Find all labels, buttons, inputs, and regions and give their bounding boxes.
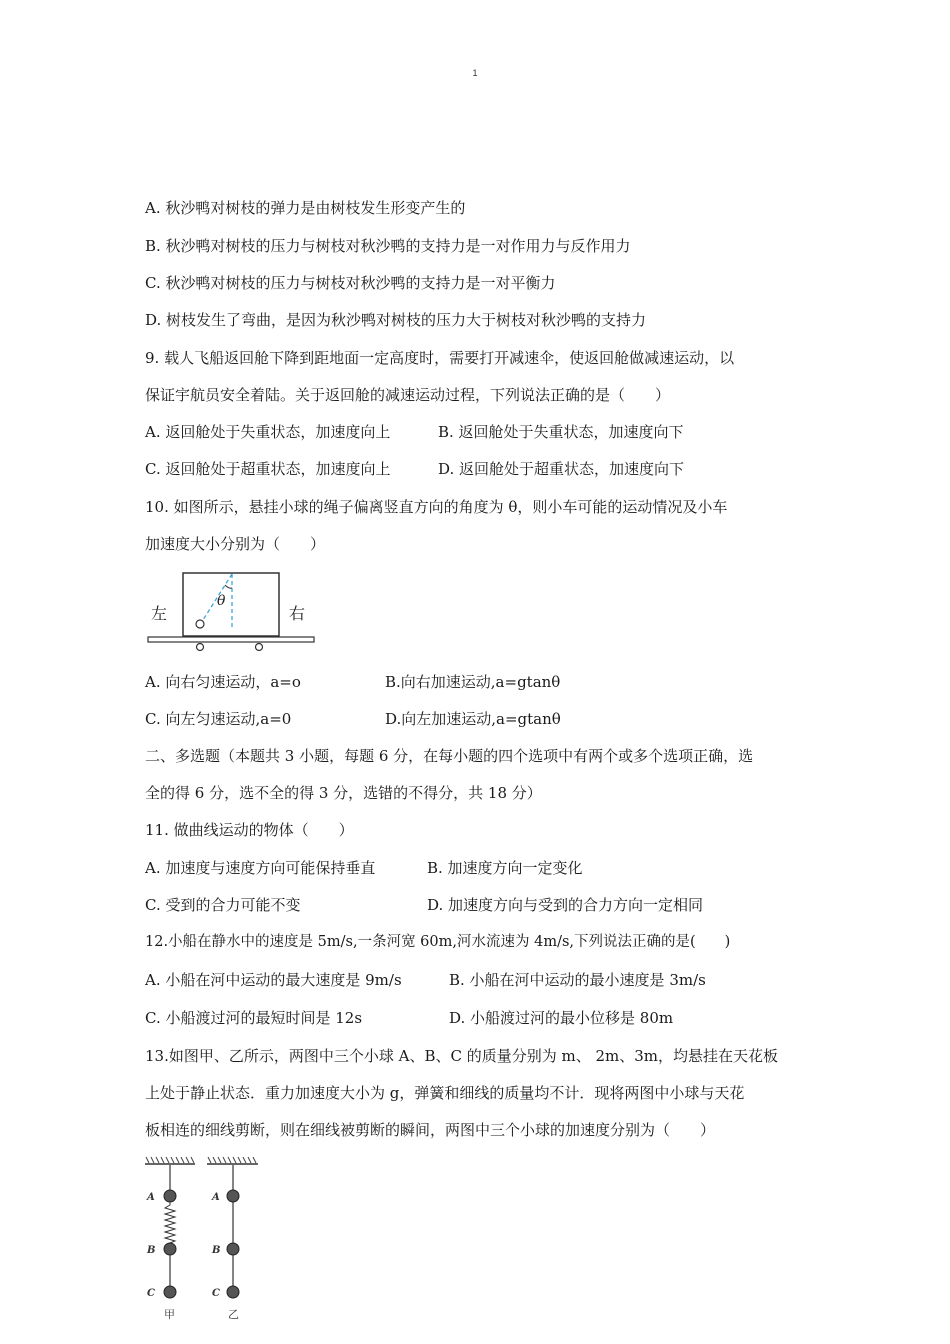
- jia-label-b: B: [147, 1245, 156, 1256]
- q11-option-b: B. 加速度方向一定变化: [427, 859, 583, 877]
- q9-stem-line1: 9. 载人飞船返回舱下降到距地面一定高度时，需要打开减速伞，使返回舱做减速运动，以: [145, 349, 735, 367]
- jia-label-c: C: [147, 1288, 155, 1299]
- q9-options-row1: [145, 422, 684, 442]
- q8-option-a: A. 秋沙鸭对树枝的弹力是由树枝发生形变产生的: [145, 199, 466, 217]
- cart-pendulum-figure: [145, 568, 320, 658]
- yi-label-b: B: [212, 1245, 221, 1256]
- q11-options-row2: [145, 895, 704, 915]
- section2-heading-line2: 全的得 6 分，选不全的得 3 分，选错的不得分，共 18 分）: [145, 784, 542, 802]
- yi-label-c: C: [212, 1288, 220, 1299]
- q11-stem: 11. 做曲线运动的物体（ ）: [145, 821, 354, 839]
- jia-ball-a: [164, 1190, 176, 1202]
- jia-spring: [165, 1202, 175, 1244]
- jia-label-a: A: [147, 1192, 155, 1203]
- q10-option-a: A. 向右匀速运动，a=o: [145, 673, 301, 691]
- q13-stem-line2: 上处于静止状态．重力加速度大小为 g，弹簧和细线的质量均不计．现将两图中小球与天花: [145, 1084, 745, 1102]
- q9-options-row2: [145, 459, 685, 479]
- q12-option-b: B. 小船在河中运动的最小速度是 3m/s: [449, 971, 706, 989]
- q9-option-a: A. 返回舱处于失重状态，加速度向上: [145, 423, 391, 441]
- q8-option-d: D. 树枝发生了弯曲，是因为秋沙鸭对树枝的压力大于树枝对秋沙鸭的支持力: [145, 311, 647, 329]
- q10-options-row1: [145, 672, 561, 692]
- label-yi: 乙: [228, 1308, 239, 1321]
- q8-option-b: B. 秋沙鸭对树枝的压力与树枝对秋沙鸭的支持力是一对作用力与反作用力: [145, 237, 631, 255]
- q12-options-row2: [145, 1008, 674, 1028]
- theta-label: θ: [217, 593, 226, 609]
- q11-options-row1: [145, 858, 583, 878]
- q13-stem-line3: 板相连的细线剪断，则在细线被剪断的瞬间，两图中三个小球的加速度分别为（ ）: [145, 1121, 716, 1139]
- jia-ball-c: [164, 1286, 176, 1298]
- label-jia: 甲: [164, 1308, 175, 1321]
- section2-heading-line1: 二、多选题（本题共 3 小题，每题 6 分，在每小题的四个选项中有两个或多个选项正确，选: [145, 747, 754, 765]
- q10-stem-line2: 加速度大小分别为（ ）: [145, 535, 326, 553]
- q9-option-c: C. 返回舱处于超重状态，加速度向上: [145, 460, 391, 478]
- q12-option-a: A. 小船在河中运动的最大速度是 9m/s: [145, 971, 402, 989]
- q12-stem: 12.小船在静水中的速度是 5m/s,一条河宽 60m,河水流速为 4m/s,下列说法正确的是( ): [145, 934, 731, 950]
- q11-option-c: C. 受到的合力可能不变: [145, 896, 301, 914]
- q10-option-c: C. 向左匀速运动,a=0: [145, 710, 292, 728]
- q12-option-d: D. 小船渡过河的最小位移是 80m: [449, 1009, 674, 1027]
- hanging-balls-figure: [140, 1155, 270, 1327]
- cart-wheel-right: [256, 644, 263, 651]
- q10-options-row2: [145, 709, 561, 729]
- q11-option-a: A. 加速度与速度方向可能保持垂直: [145, 859, 376, 877]
- cart-platform: [148, 637, 314, 642]
- q12-option-c: C. 小船渡过河的最短时间是 12s: [145, 1009, 363, 1027]
- q10-stem-line1: 10. 如图所示，悬挂小球的绳子偏离竖直方向的角度为 θ，则小车可能的运动情况及小车: [145, 498, 728, 516]
- q10-option-d: D.向左加速运动,a=gtanθ: [385, 710, 561, 728]
- q8-option-c: C. 秋沙鸭对树枝的压力与树枝对秋沙鸭的支持力是一对平衡力: [145, 274, 556, 292]
- angle-arc: [225, 585, 232, 588]
- q13-stem-line1: 13.如图甲、乙所示，两图中三个小球 A、B、C 的质量分别为 m、 2m、3m，均悬挂在天花板: [145, 1047, 779, 1065]
- q9-option-d: D. 返回舱处于超重状态，加速度向下: [438, 460, 685, 478]
- yi-ball-c: [227, 1286, 239, 1298]
- yi-ball-a: [227, 1190, 239, 1202]
- page-number: 1: [472, 68, 478, 78]
- yi-ball-b: [227, 1243, 239, 1255]
- pendulum-ball: [196, 620, 204, 628]
- left-label: 左: [151, 604, 168, 623]
- yi-label-a: A: [212, 1192, 220, 1203]
- jia-ball-b: [164, 1243, 176, 1255]
- right-label: 右: [289, 604, 306, 623]
- q11-option-d: D. 加速度方向与受到的合力方向一定相同: [427, 896, 704, 914]
- q12-options-row1: [145, 970, 706, 990]
- q10-option-b: B.向右加速运动,a=gtanθ: [385, 673, 561, 691]
- q9-stem-line2: 保证宇航员安全着陆。关于返回舱的减速运动过程，下列说法正确的是（ ）: [145, 386, 671, 404]
- ceiling-jia: [145, 1157, 195, 1164]
- cart-wheel-left: [197, 644, 204, 651]
- q9-option-b: B. 返回舱处于失重状态，加速度向下: [438, 423, 684, 441]
- ceiling-yi: [207, 1157, 258, 1164]
